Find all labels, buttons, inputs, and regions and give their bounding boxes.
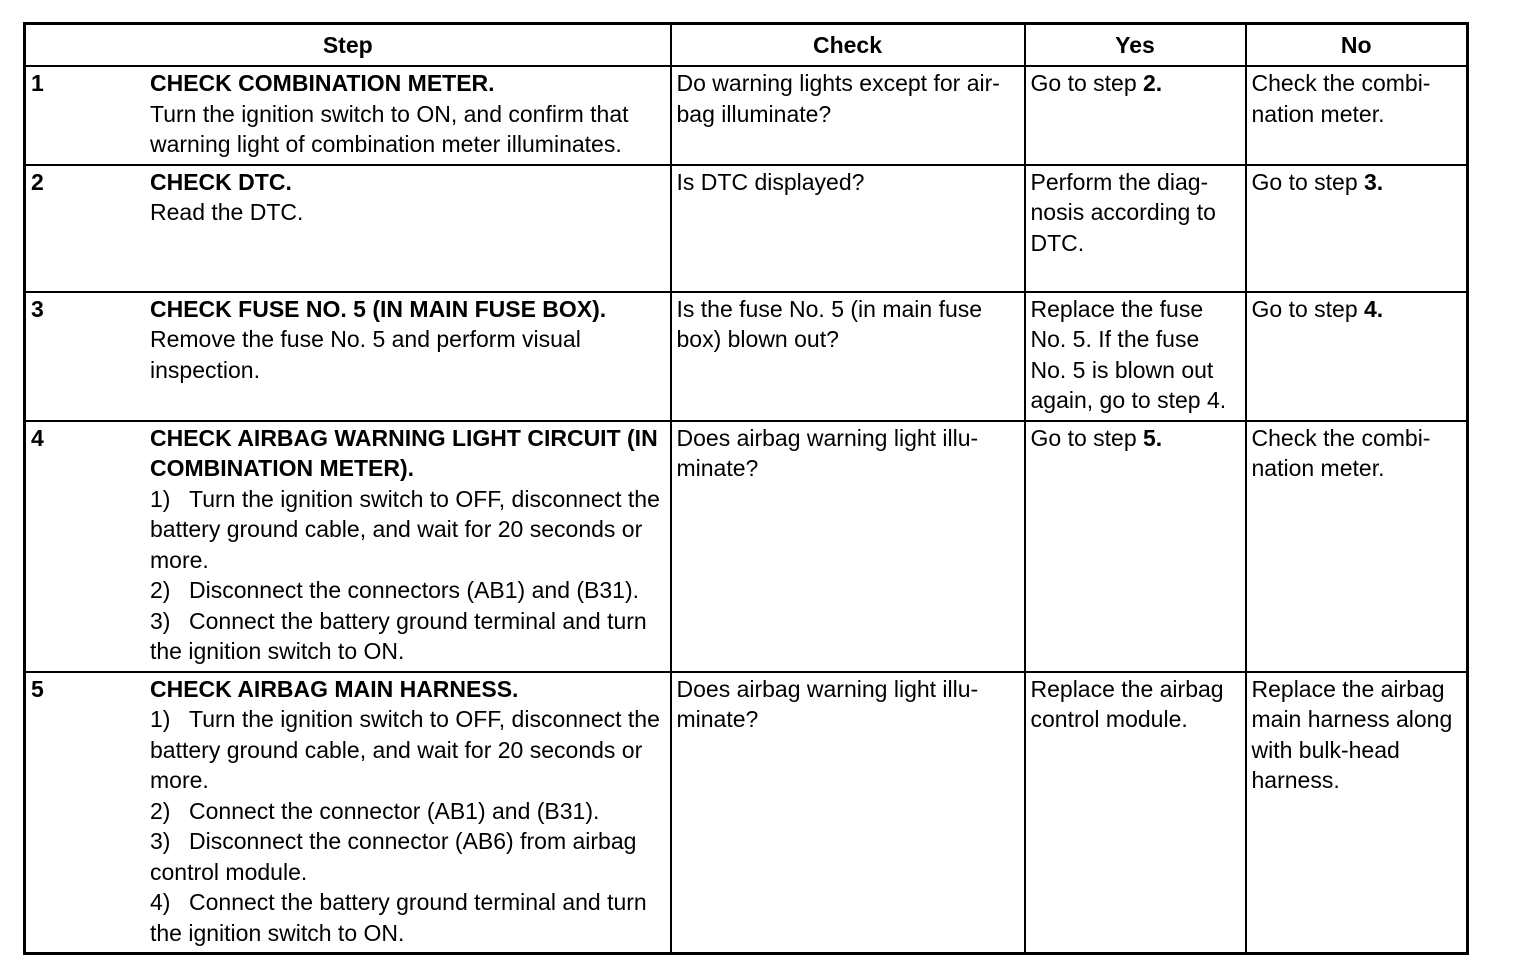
yes-cell [1025, 292, 1246, 421]
step-number: 4 [31, 424, 44, 451]
yes-cell [1025, 672, 1246, 954]
substep [150, 796, 664, 827]
substep [150, 606, 664, 667]
yes-cell [1025, 66, 1246, 165]
no-cell [1246, 672, 1468, 954]
step-description: Remove the fuse No. 5 and perform visual inspection. [150, 326, 581, 383]
substep-number: 3) [150, 607, 171, 634]
step-body [150, 423, 664, 667]
substep-text: Turn the ignition switch to OFF, disconnect the battery ground cable, and wait for 20 seconds or more. [150, 706, 660, 793]
header-step: Step [25, 24, 671, 67]
table-row [25, 292, 1468, 421]
yes-goto-step: 2. [1143, 70, 1163, 96]
step-cell [25, 165, 671, 292]
check-cell: Is the fuse No. 5 (in main fuse box) blown out? [671, 292, 1025, 421]
yes-text: Replace the fuse No. 5. If the fuse No. 5 is blown out again, go to step 4. [1030, 295, 1227, 413]
substep [150, 575, 664, 606]
no-cell [1246, 292, 1468, 421]
no-goto-prefix: Go to step [1251, 295, 1365, 322]
substep-text: Turn the ignition switch to OFF, disconnect the battery ground cable, and wait for 20 seconds or more. [150, 485, 660, 573]
table-row [25, 421, 1468, 672]
step-number: 2 [31, 168, 44, 195]
substep-text: Disconnect the connectors (AB1) and (B31). [189, 577, 640, 603]
substep-text: Disconnect the connector (AB6) from airbag control module. [150, 828, 637, 885]
step-description: Turn the ignition switch to ON, and confirm that warning light of combination meter illuminates. [150, 100, 629, 157]
step-number: 5 [31, 675, 44, 702]
check-cell: Is DTC displayed? [671, 165, 1025, 292]
substep-number: 2) [150, 577, 171, 603]
no-goto-step: 3. [1364, 168, 1384, 195]
no-text: Check the combi-nation meter. [1251, 424, 1431, 481]
substep [150, 887, 664, 948]
substep-text: Connect the connector (AB1) and (B31). [189, 797, 600, 824]
yes-goto-prefix: Go to step [1030, 70, 1144, 96]
no-cell [1246, 66, 1468, 165]
check-cell: Do warning lights except for air-bag illuminate? [671, 66, 1025, 165]
table-row [25, 165, 1468, 292]
header-row [25, 24, 1468, 67]
substep [150, 704, 664, 796]
substep-number: 1) [150, 485, 171, 512]
yes-text: Perform the diag-nosis according to DTC. [1030, 168, 1216, 256]
header-check: Check [671, 24, 1025, 67]
substep-text: Connect the battery ground terminal and turn the ignition switch to ON. [150, 889, 647, 946]
step-number: 3 [31, 295, 44, 322]
step-body [150, 68, 664, 160]
table-row [25, 66, 1468, 165]
no-goto-step: 4. [1364, 295, 1384, 322]
table-row [25, 672, 1468, 954]
substep [150, 484, 664, 576]
yes-text: Replace the airbag control module. [1030, 675, 1224, 732]
substep-number: 3) [150, 828, 171, 854]
step-title: CHECK DTC. [150, 168, 292, 195]
substep-number: 1) [150, 706, 171, 732]
substep [150, 826, 664, 887]
step-cell [25, 672, 671, 954]
step-cell [25, 421, 671, 672]
step-title: CHECK COMBINATION METER. [150, 70, 495, 96]
diagnostic-table [23, 22, 1469, 955]
no-text: Check the combi-nation meter. [1251, 70, 1431, 127]
yes-cell [1025, 421, 1246, 672]
step-number: 1 [31, 70, 44, 96]
substep-text: Connect the battery ground terminal and turn the ignition switch to ON. [150, 607, 647, 664]
yes-cell [1025, 165, 1246, 292]
step-body [150, 294, 664, 386]
no-text: Replace the airbag main harness along with bulk-head harness. [1251, 675, 1453, 793]
step-title: CHECK AIRBAG WARNING LIGHT CIRCUIT (IN COMBINATION METER). [150, 424, 658, 481]
yes-goto-prefix: Go to step [1030, 424, 1144, 451]
header-no: No [1246, 24, 1468, 67]
step-cell [25, 292, 671, 421]
step-body [150, 674, 664, 949]
substep-number: 4) [150, 889, 171, 915]
step-body [150, 167, 664, 228]
step-title: CHECK AIRBAG MAIN HARNESS. [150, 675, 519, 702]
step-title: CHECK FUSE NO. 5 (IN MAIN FUSE BOX). [150, 295, 607, 322]
substep-number: 2) [150, 797, 171, 824]
no-cell [1246, 421, 1468, 672]
check-cell: Does airbag warning light illu-minate? [671, 672, 1025, 954]
step-cell [25, 66, 671, 165]
yes-goto-step: 5. [1143, 424, 1163, 451]
header-yes: Yes [1025, 24, 1246, 67]
check-cell: Does airbag warning light illu-minate? [671, 421, 1025, 672]
step-description: Read the DTC. [150, 199, 304, 225]
no-goto-prefix: Go to step [1251, 168, 1365, 195]
no-cell [1246, 165, 1468, 292]
